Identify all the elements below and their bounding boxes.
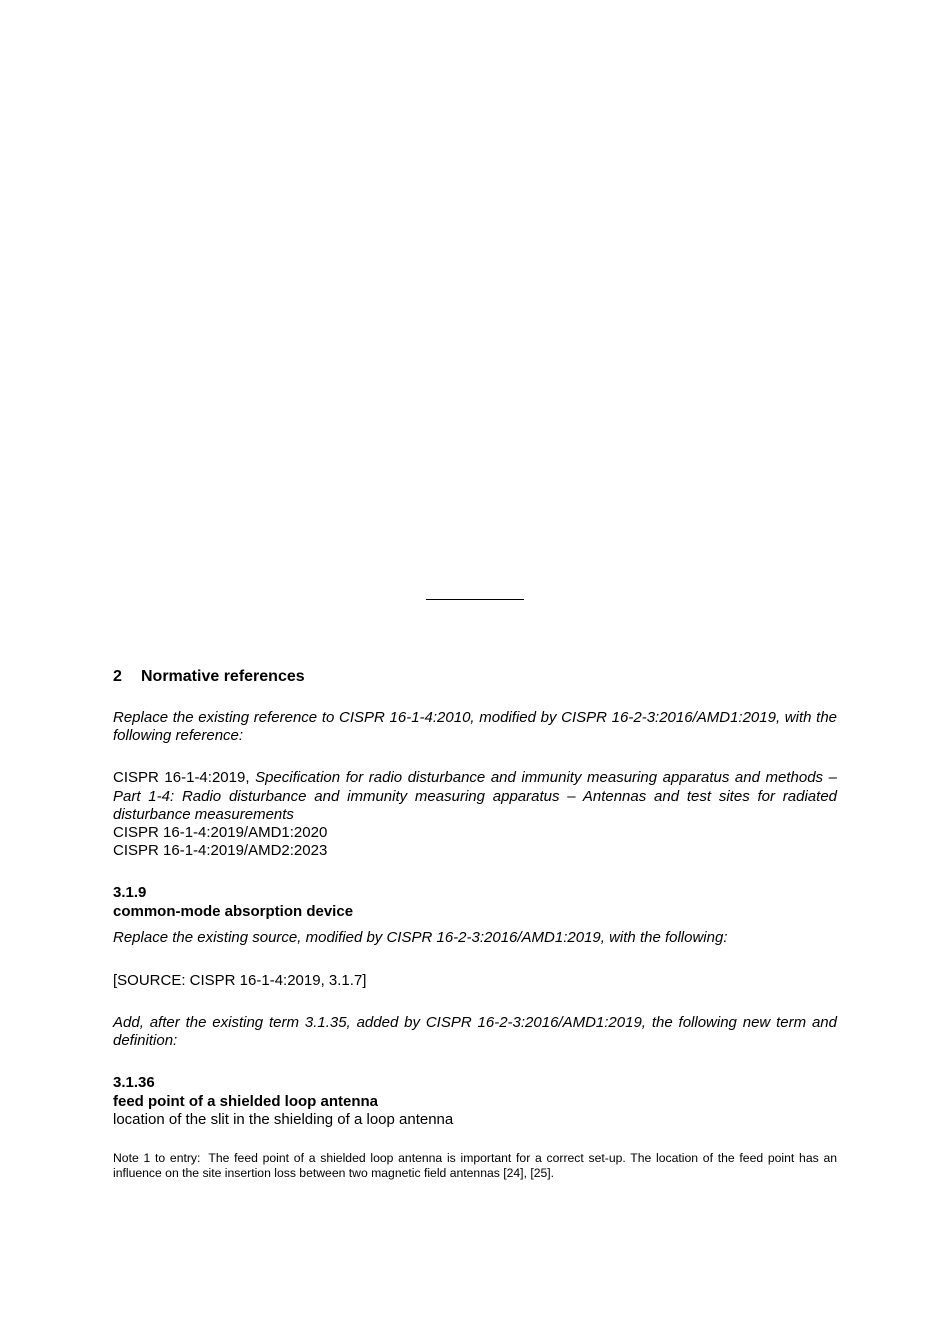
section-number: 2 xyxy=(113,668,122,685)
reference-code: CISPR 16-1-4:2019, xyxy=(113,769,256,787)
instruction-replace-source: Replace the existing source, modified by CISPR 16-2-3:2016/AMD1:2019, with the following: xyxy=(113,929,728,947)
term-3-1-9 xyxy=(113,883,837,989)
section-title: Normative references xyxy=(141,668,305,685)
note-label: Note 1 to entry: xyxy=(113,1151,201,1166)
reference-entry xyxy=(113,769,837,824)
normative-reference-block xyxy=(113,769,837,860)
section-heading xyxy=(113,667,837,687)
term-number: 3.1.36 xyxy=(113,1074,155,1092)
reference-amd2: CISPR 16-1-4:2019/AMD2:2023 xyxy=(113,842,328,860)
instruction-add-term: Add, after the existing term 3.1.35, added by CISPR 16-2-3:2016/AMD1:2019, the following new term and definition: xyxy=(113,1013,837,1050)
term-source: [SOURCE: CISPR 16-1-4:2019, 3.1.7] xyxy=(113,971,367,989)
separator-line xyxy=(426,599,524,600)
term-3-1-36 xyxy=(113,1073,837,1181)
term-definition: location of the slit in the shielding of a loop antenna xyxy=(113,1111,454,1129)
reference-amd1: CISPR 16-1-4:2019/AMD1:2020 xyxy=(113,824,328,842)
term-number: 3.1.9 xyxy=(113,884,147,902)
note-text: The feed point of a shielded loop antenna is important for a correct set-up. The location of the feed point has an influence on the site insertion loss between two magnetic field antennas [24], [25]. xyxy=(113,1151,837,1181)
note-to-entry xyxy=(113,1151,837,1181)
page-content xyxy=(113,667,837,1181)
instruction-replace-reference: Replace the existing reference to CISPR 16-1-4:2010, modified by CISPR 16-2-3:2016/AMD1:2019, with the following reference: xyxy=(113,709,837,745)
term-name: feed point of a shielded loop antenna xyxy=(113,1093,379,1111)
term-name: common-mode absorption device xyxy=(113,903,354,921)
reference-title: Specification for radio disturbance and immunity measuring apparatus and methods – Part 1-4: Radio disturbance and immunity measuring apparatus – Antennas and test sites for radiated disturbance measurements xyxy=(113,769,837,823)
